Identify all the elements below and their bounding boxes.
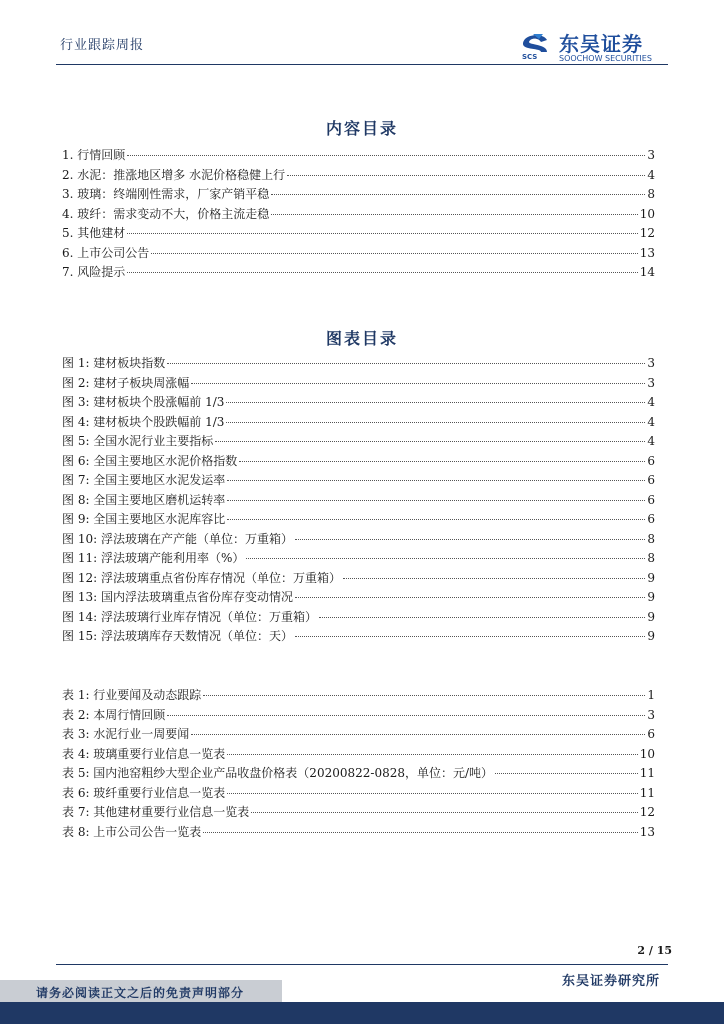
toc-entry-page: 1 [647,688,655,702]
toc-entry-label: 图 5: 全国水泥行业主要指标 [62,434,214,448]
header-divider [56,64,668,65]
toc-entry-label: 4. 玻纤：需求变动不大，价格主流走稳 [62,206,270,221]
toc-entry-label: 图 8: 全国主要地区磨机运转率 [62,492,226,507]
toc-entry-page: 8 [647,551,655,565]
logo-chinese-name: 东吴证券 [559,32,643,56]
toc-entry-label: 图 13: 国内浮法玻璃重点省份库存变动情况 [62,590,293,604]
toc-dot-leader [127,272,637,273]
toc-entry-label: 图 6: 全国主要地区水泥价格指数 [62,453,238,468]
toc-entry-label: 2. 水泥：推涨地区增多 水泥价格稳健上行 [62,167,286,182]
toc-entry[interactable] [62,374,655,394]
toc-dot-leader [227,754,637,755]
toc-dot-leader [227,480,645,481]
toc-entry-page: 14 [639,265,655,279]
toc-entry-label: 5. 其他建材 [62,226,126,240]
toc-dot-leader [151,253,637,254]
toc-dot-leader [271,214,637,215]
toc-entry[interactable] [62,549,655,569]
toc-dot-leader [343,578,645,579]
toc-entry-page: 12 [639,226,655,240]
toc-entry[interactable] [62,146,655,166]
toc-dot-leader [215,441,645,442]
figures-title: 图表目录 [325,329,398,348]
toc-entry[interactable] [62,413,655,433]
toc-entry[interactable] [62,686,655,706]
toc-entry-label: 3. 玻璃：终端刚性需求，厂家产销平稳 [62,187,270,201]
toc-entry[interactable] [62,608,655,628]
toc-entry-page: 9 [647,590,655,604]
toc-entry[interactable] [62,803,655,823]
toc-entry-page: 6 [647,473,655,487]
toc-entry-page: 4 [647,434,655,448]
toc-entry[interactable] [62,452,655,472]
toc-dot-leader [319,617,645,618]
contents-title: 内容目录 [325,119,398,138]
toc-entry-page: 9 [647,609,655,624]
toc-entry-page: 3 [647,148,655,162]
toc-dot-leader [203,695,645,696]
toc-entry-label: 图 14: 浮法玻璃行业库存情况（单位：万重箱） [62,609,317,624]
toc-entry-label: 表 7: 其他建材重要行业信息一览表 [62,805,250,819]
toc-entry[interactable] [62,530,655,550]
toc-dot-leader [191,734,645,735]
toc-entry-page: 9 [647,629,655,643]
toc-entry-page: 10 [639,746,655,761]
tables-list [62,686,655,842]
toc-entry-label: 表 5: 国内池窑粗纱大型企业产品收盘价格表（20200822-0828，单位：元/吨） [62,766,494,780]
toc-entry-label: 表 6: 玻纤重要行业信息一览表 [62,785,226,800]
toc-entry-label: 图 7: 全国主要地区水泥发运率 [62,473,226,487]
toc-entry[interactable] [62,491,655,511]
toc-entry[interactable] [62,432,655,452]
contents-list [62,146,655,283]
toc-entry[interactable] [62,588,655,608]
toc-entry-page: 11 [639,785,655,800]
toc-entry[interactable] [62,224,655,244]
toc-entry-label: 表 4: 玻璃重要行业信息一览表 [62,746,226,761]
toc-entry-page: 8 [647,531,655,546]
logo-english-name: SOOCHOW SECURITIES [559,54,652,63]
toc-entry-label: 图 9: 全国主要地区水泥库容比 [62,512,226,526]
toc-entry-page: 3 [647,375,655,390]
toc-entry[interactable] [62,244,655,264]
toc-dot-leader [271,194,645,195]
toc-entry-page: 9 [647,570,655,585]
toc-dot-leader [287,175,645,176]
toc-entry-page: 13 [639,245,655,260]
toc-entry-page: 6 [647,727,655,741]
toc-entry-label: 表 3: 水泥行业一周要闻 [62,727,190,741]
toc-entry-label: 图 4: 建材板块个股跌幅前 1/3 [62,414,225,429]
toc-entry[interactable] [62,569,655,589]
toc-entry[interactable] [62,725,655,745]
toc-entry-label: 6. 上市公司公告 [62,245,150,260]
toc-dot-leader [227,500,645,501]
footer-divider [56,964,668,965]
toc-dot-leader [127,155,645,156]
toc-dot-leader [167,363,645,364]
toc-entry-label: 图 11: 浮法玻璃产能利用率（%） [62,551,245,565]
toc-entry-page: 3 [647,356,655,370]
toc-entry-label: 图 3: 建材板块个股涨幅前 1/3 [62,395,225,409]
toc-entry-page: 6 [647,492,655,507]
toc-dot-leader [295,597,645,598]
toc-dot-leader [227,519,645,520]
footer-bar [0,1002,724,1024]
report-type-label: 行业跟踪周报 [60,38,145,53]
toc-entry-page: 4 [647,167,655,182]
toc-entry-label: 图 12: 浮法玻璃重点省份库存情况（单位：万重箱） [62,570,341,585]
page-number: 2 / 15 [637,944,672,957]
company-logo [519,30,669,66]
toc-dot-leader [295,636,645,637]
toc-dot-leader [227,793,637,794]
toc-dot-leader [203,832,637,833]
disclaimer-text: 请务必阅读正文之后的免责声明部分 [36,986,245,1000]
toc-entry[interactable] [62,166,655,186]
toc-entry-label: 表 8: 上市公司公告一览表 [62,824,202,839]
toc-entry-page: 3 [647,707,655,722]
toc-dot-leader [246,558,645,559]
toc-entry-page: 8 [647,187,655,201]
toc-entry[interactable] [62,185,655,205]
toc-entry[interactable] [62,745,655,765]
toc-entry-label: 图 2: 建材子板块周涨幅 [62,375,190,390]
toc-entry-page: 4 [647,395,655,409]
toc-entry-label: 图 15: 浮法玻璃库存天数情况（单位：天） [62,629,293,643]
toc-entry[interactable] [62,393,655,413]
toc-entry-page: 10 [639,206,655,221]
toc-entry[interactable] [62,354,655,374]
toc-dot-leader [226,402,645,403]
toc-entry[interactable] [62,764,655,784]
toc-entry-label: 图 10: 浮法玻璃在产产能（单位：万重箱） [62,531,293,546]
toc-dot-leader [127,233,637,234]
toc-entry-label: 表 2: 本周行情回顾 [62,707,166,722]
toc-entry[interactable] [62,263,655,283]
toc-entry-label: 表 1: 行业要闻及动态跟踪 [62,688,202,702]
toc-dot-leader [495,773,638,774]
toc-entry-label: 1. 行情回顾 [62,148,126,162]
toc-entry-label: 图 1: 建材板块指数 [62,356,166,370]
institute-name: 东吴证券研究所 [561,974,660,989]
toc-entry[interactable] [62,627,655,647]
logo-abbreviation: SCS [522,53,538,61]
toc-dot-leader [251,812,637,813]
toc-entry[interactable] [62,471,655,491]
toc-entry-page: 4 [647,414,655,429]
toc-entry-label: 7. 风险提示 [62,265,126,279]
toc-entry-page: 11 [639,766,655,780]
toc-entry[interactable] [62,510,655,530]
toc-entry[interactable] [62,784,655,804]
toc-entry-page: 6 [647,512,655,526]
toc-entry[interactable] [62,823,655,843]
toc-entry[interactable] [62,706,655,726]
toc-dot-leader [239,461,645,462]
toc-entry-page: 12 [639,805,655,819]
toc-entry-page: 13 [639,824,655,839]
toc-dot-leader [295,539,645,540]
toc-entry-page: 6 [647,453,655,468]
figures-list [62,354,655,647]
toc-dot-leader [226,422,645,423]
toc-dot-leader [191,383,645,384]
toc-dot-leader [167,715,645,716]
toc-entry[interactable] [62,205,655,225]
